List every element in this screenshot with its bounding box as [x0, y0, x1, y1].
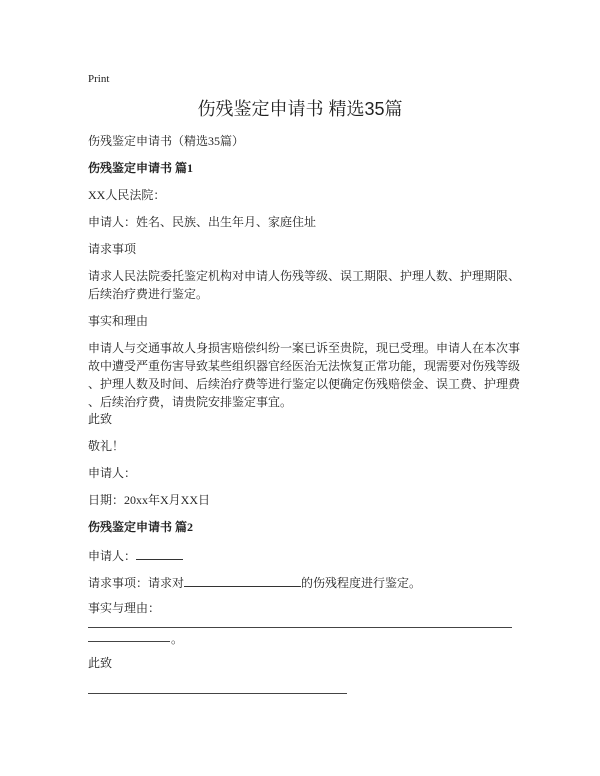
print-link[interactable]: Print [88, 73, 110, 85]
period: 。 [171, 632, 184, 646]
closing: 此致 [88, 412, 113, 426]
request-field-row [88, 572, 421, 592]
court-address: XX人民法院： [88, 188, 166, 202]
applicant-blank [136, 545, 183, 560]
request-blank [184, 572, 301, 587]
blank-line [88, 641, 170, 642]
request-paragraph [88, 267, 520, 303]
facts-heading: 事实和理由 [88, 314, 149, 328]
signature-label: 申请人： [88, 466, 137, 480]
date-line: 日期：20xx年X月XX日 [88, 493, 210, 507]
text-line: 故中遭受严重伤害导致某些组织器官经医治无法恢复正常功能，现需要对伤残等级 [88, 359, 521, 373]
closing-2: 此致 [88, 656, 113, 670]
request-heading: 请求事项 [88, 242, 137, 256]
request-suffix: 的伤残程度进行鉴定。 [301, 576, 422, 590]
facts-label: 事实与理由： [88, 601, 161, 615]
applicant-info: 申请人：姓名、民族、出生年月、家庭住址 [88, 215, 317, 229]
applicant-field-row [88, 545, 183, 565]
blank-line [88, 627, 512, 628]
applicant-label: 申请人： [88, 549, 137, 563]
blank-line [88, 693, 347, 694]
salutation: 敬礼！ [88, 439, 125, 453]
section-heading-1: 伤残鉴定申请书 篇1 [88, 161, 194, 175]
text-line: 申请人与交通事故人身损害赔偿纠纷一案已诉至贵院，现已受理。申请人在本次事 [88, 341, 521, 355]
request-prefix: 请求事项：请求对 [88, 576, 185, 590]
text-line: 请求人民法院委托鉴定机构对申请人伤残等级、误工期限、护理人数、护理期限、 [88, 269, 521, 283]
text-line: 后续治疗费进行鉴定。 [88, 287, 209, 301]
facts-paragraph [88, 339, 520, 411]
page-title: 伤残鉴定申请书 精选35篇 [197, 99, 403, 119]
text-line: 、后续治疗费，请贵院安排鉴定事宜。 [88, 395, 293, 409]
text-line: 、护理人数及时间、后续治疗费等进行鉴定以便确定伤残赔偿金、误工费、护理费 [88, 377, 521, 391]
document-subtitle: 伤残鉴定申请书（精选35篇） [88, 134, 245, 148]
section-heading-2: 伤残鉴定申请书 篇2 [88, 520, 194, 534]
